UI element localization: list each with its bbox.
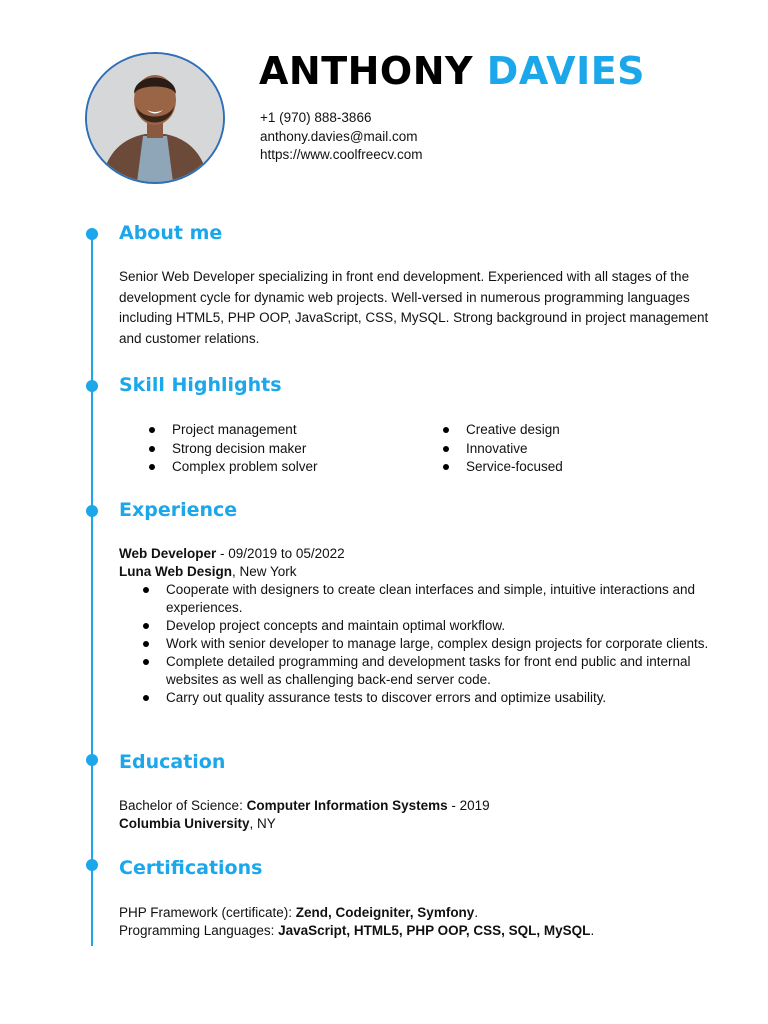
cert-period: . <box>590 923 595 938</box>
job-duty-item: Complete detailed programming and development tasks for front end public and internal websites as well as challenging back-end server code. <box>166 653 711 689</box>
cert-values: JavaScript, HTML5, PHP OOP, CSS, SQL, MySQL <box>278 923 591 938</box>
degree-prefix: Bachelor of Science: <box>119 798 247 813</box>
timeline-dot-certifications <box>86 859 98 871</box>
email-address[interactable]: anthony.davies@mail.com <box>260 128 418 144</box>
certifications-heading: Certifications <box>119 857 263 879</box>
education-heading: Education <box>119 751 226 773</box>
skills-heading: Skill Highlights <box>119 374 282 396</box>
school-line <box>119 815 490 833</box>
skills-list-left <box>172 421 318 477</box>
degree-year: - 2019 <box>447 798 490 813</box>
timeline-line <box>91 234 93 946</box>
job-role: Web Developer <box>119 546 217 561</box>
timeline-dot-about <box>86 228 98 240</box>
job-duties-list <box>166 581 711 707</box>
job-duty-item: Develop project concepts and maintain optimal workflow. <box>166 617 711 635</box>
skill-item: Innovative <box>466 440 563 459</box>
timeline-dot-education <box>86 754 98 766</box>
cert-label: Programming Languages: <box>119 923 279 938</box>
timeline-dot-skills <box>86 380 98 392</box>
person-portrait-image <box>87 54 223 182</box>
job-title-line <box>119 545 345 563</box>
school-name: Columbia University <box>119 816 250 831</box>
skill-item: Strong decision maker <box>172 440 318 459</box>
job-company-line <box>119 563 345 581</box>
experience-heading: Experience <box>119 499 238 521</box>
school-location: , NY <box>249 816 276 831</box>
job-location: , New York <box>232 564 297 579</box>
job-header <box>119 545 345 581</box>
last-name: DAVIES <box>486 49 646 93</box>
job-duty-item: Carry out quality assurance tests to discover errors and optimize usability. <box>166 689 711 707</box>
profile-photo <box>85 52 225 184</box>
job-dates: - 09/2019 to 05/2022 <box>216 546 345 561</box>
degree-line <box>119 797 490 815</box>
contact-info <box>260 109 423 165</box>
timeline-dot-experience <box>86 505 98 517</box>
certifications-details <box>119 904 594 940</box>
job-company: Luna Web Design <box>119 564 233 579</box>
candidate-name <box>259 47 645 95</box>
first-name: ANTHONY <box>259 49 474 93</box>
skill-item: Project management <box>172 421 318 440</box>
phone-number: +1 (970) 888-3866 <box>260 110 372 125</box>
cert-line-languages <box>119 922 594 940</box>
degree-major: Computer Information Systems <box>246 798 448 813</box>
job-duty-item: Work with senior developer to manage large, complex design projects for corporate clients. <box>166 635 711 653</box>
website-link[interactable]: https://www.coolfreecv.com <box>260 147 423 162</box>
about-heading: About me <box>119 222 223 244</box>
cert-period: . <box>474 905 479 920</box>
education-details <box>119 797 490 833</box>
job-duty-item: Cooperate with designers to create clean interfaces and simple, intuitive interactions and experiences. <box>166 581 711 617</box>
skill-item: Complex problem solver <box>172 458 318 477</box>
cert-line-frameworks <box>119 904 594 922</box>
skill-item: Creative design <box>466 421 563 440</box>
cert-values: Zend, Codeigniter, Symfony <box>295 905 475 920</box>
about-text: Senior Web Developer specializing in front end development. Experienced with all stages of the development cycle for dynamic web projects. Well-versed in numerous programming languages including HTML5, PHP OOP, JavaScript, CSS, MySQL. Strong background in project management and customer relations. <box>119 269 709 346</box>
skills-list-right <box>466 421 563 477</box>
skill-item: Service-focused <box>466 458 563 477</box>
cert-label: PHP Framework (certificate): <box>119 905 296 920</box>
